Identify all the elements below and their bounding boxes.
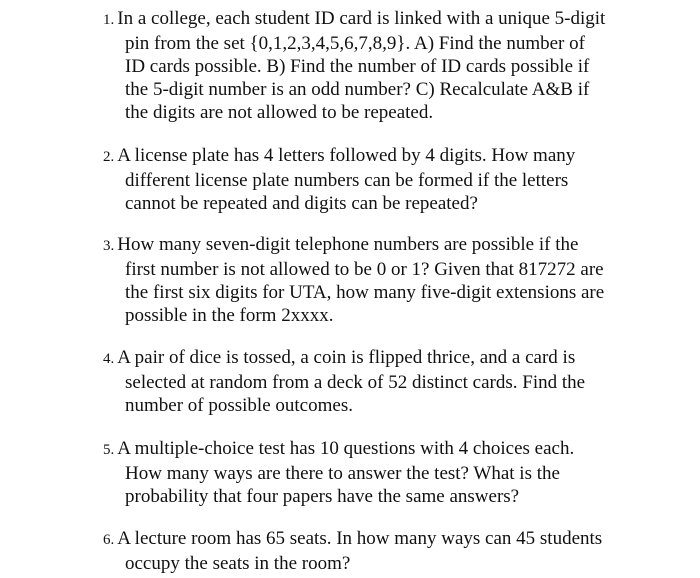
question-5-number: 5.	[103, 442, 115, 458]
question-1-line-2: pin from the set {0,1,2,3,4,5,6,7,8,9}. A) Find the number of	[125, 33, 585, 54]
question-2-number: 2.	[103, 149, 115, 165]
question-5-line-1-text: A multiple-choice test has 10 questions with 4 choices each.	[117, 438, 575, 459]
question-6-line-1	[103, 527, 663, 552]
question-4-line-1	[103, 346, 663, 371]
question-1-number: 1.	[103, 12, 115, 28]
question-5	[103, 437, 663, 508]
question-3-line-1-text: How many seven-digit telephone numbers are possible if the	[117, 234, 579, 255]
question-6	[103, 527, 663, 575]
question-2	[103, 144, 663, 215]
question-3-line-2: first number is not allowed to be 0 or 1? Given that 817272 are	[125, 259, 604, 280]
question-1-line-4: the 5-digit number is an odd number? C) Recalculate A&B if	[125, 79, 590, 100]
question-5-line-3: probability that four papers have the same answers?	[125, 486, 520, 507]
question-1-line-5: the digits are not allowed to be repeated.	[125, 102, 434, 123]
question-3-line-3: the first six digits for UTA, how many five-digit extensions are	[125, 282, 605, 303]
question-6-number: 6.	[103, 532, 115, 548]
question-2-line-1	[103, 144, 663, 169]
question-4-line-2: selected at random from a deck of 52 distinct cards. Find the	[125, 372, 586, 393]
question-3-line-4: possible in the form 2xxxx.	[125, 305, 334, 326]
question-6-line-1-text: A lecture room has 65 seats. In how many ways can 45 students	[117, 528, 603, 549]
question-3-line-1	[103, 233, 663, 258]
question-1-line-3: ID cards possible. B) Find the number of ID cards possible if	[125, 56, 590, 77]
question-1-line-1	[103, 7, 663, 32]
question-4-line-3: number of possible outcomes.	[125, 395, 353, 416]
question-5-line-1	[103, 437, 663, 462]
question-5-line-2: How many ways are there to answer the test? What is the	[125, 463, 560, 484]
question-3-number: 3.	[103, 238, 115, 254]
question-2-line-1-text: A license plate has 4 letters followed by 4 digits. How many	[117, 145, 576, 166]
question-6-line-2: occupy the seats in the room?	[125, 553, 351, 574]
question-2-line-3: cannot be repeated and digits can be repeated?	[125, 193, 478, 214]
question-2-line-2: different license plate numbers can be formed if the letters	[125, 170, 569, 191]
question-4-line-1-text: A pair of dice is tossed, a coin is flipped thrice, and a card is	[117, 347, 576, 368]
question-1-line-1-text: In a college, each student ID card is linked with a unique 5-digit	[117, 8, 606, 29]
question-4-number: 4.	[103, 351, 115, 367]
question-3	[103, 233, 663, 327]
question-1	[103, 7, 663, 124]
question-4	[103, 346, 663, 417]
